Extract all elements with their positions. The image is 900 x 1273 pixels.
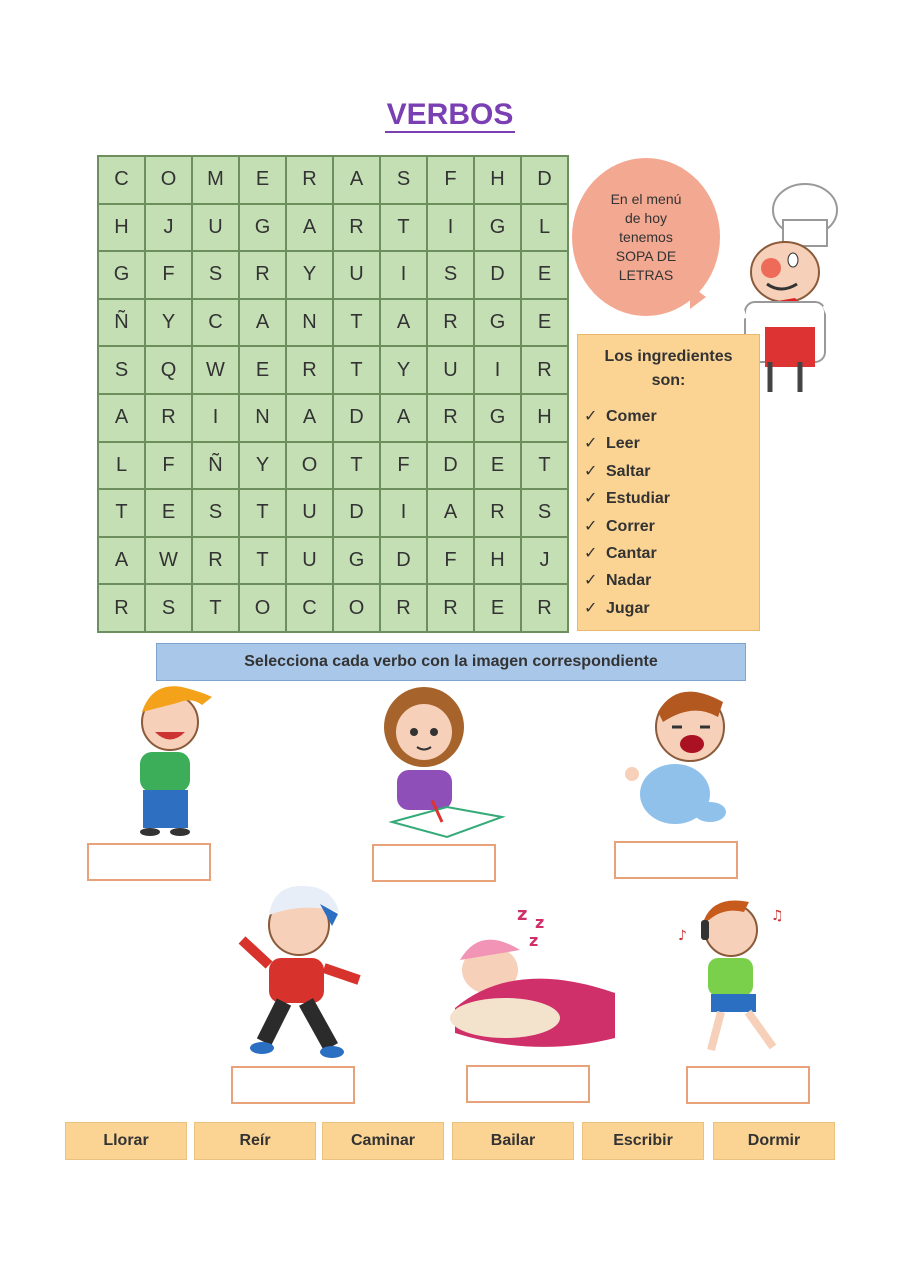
checkmark-icon: ✓ (584, 408, 598, 425)
grid-cell[interactable]: Y (286, 251, 333, 299)
grid-cell[interactable]: D (333, 394, 380, 442)
grid-cell[interactable]: D (333, 489, 380, 537)
grid-cell[interactable]: R (145, 394, 192, 442)
ingredient-label: Saltar (606, 462, 651, 480)
ingredients-list (584, 403, 759, 622)
answer-box[interactable] (372, 844, 496, 882)
grid-cell[interactable]: A (427, 489, 474, 537)
answer-box[interactable] (686, 1066, 810, 1104)
grid-cell[interactable]: F (380, 442, 427, 490)
grid-cell[interactable]: H (474, 156, 521, 204)
word-reir[interactable]: Reír (194, 1122, 316, 1160)
grid-cell[interactable]: N (286, 299, 333, 347)
ingredient-label: Comer (606, 408, 657, 425)
grid-cell[interactable]: G (474, 299, 521, 347)
grid-cell[interactable]: U (286, 537, 333, 585)
grid-cell[interactable]: E (474, 584, 521, 632)
grid-cell[interactable]: T (239, 537, 286, 585)
grid-cell[interactable]: A (333, 156, 380, 204)
grid-cell[interactable]: T (521, 442, 568, 490)
grid-cell[interactable]: Y (145, 299, 192, 347)
ingredient-label: Cantar (606, 545, 657, 563)
ingredient-item (584, 513, 759, 540)
grid-cell[interactable]: G (474, 204, 521, 252)
grid-cell[interactable]: E (145, 489, 192, 537)
writing-girl-illustration (372, 682, 507, 842)
ingredient-item (584, 403, 759, 430)
grid-cell[interactable]: H (98, 204, 145, 252)
grid-cell[interactable]: E (521, 251, 568, 299)
answer-box[interactable] (231, 1066, 355, 1104)
answer-box[interactable] (614, 841, 738, 879)
grid-cell[interactable]: S (192, 489, 239, 537)
ingredients-box (577, 334, 760, 631)
crying-baby-illustration (620, 682, 740, 832)
grid-cell[interactable]: E (239, 156, 286, 204)
grid-cell[interactable]: R (380, 584, 427, 632)
checkmark-icon: ✓ (584, 462, 598, 480)
svg-text:z: z (529, 931, 539, 950)
ingredient-item (584, 430, 759, 457)
grid-cell[interactable]: S (380, 156, 427, 204)
grid-cell[interactable]: R (427, 584, 474, 632)
grid-cell[interactable]: A (98, 537, 145, 585)
ingredients-title-line: son: (651, 372, 686, 389)
svg-text:♫: ♫ (771, 908, 784, 924)
instruction-banner: Selecciona cada verbo con la imagen correspondiente (156, 643, 746, 681)
grid-cell[interactable]: R (427, 299, 474, 347)
grid-cell[interactable]: R (286, 346, 333, 394)
sleeping-girl-illustration (445, 898, 625, 1058)
grid-cell[interactable]: W (192, 346, 239, 394)
grid-cell[interactable]: D (427, 442, 474, 490)
svg-text:z: z (535, 913, 545, 932)
grid-cell[interactable]: O (239, 584, 286, 632)
grid-cell[interactable]: S (192, 251, 239, 299)
grid-cell[interactable]: O (333, 584, 380, 632)
ingredient-label: Jugar (606, 599, 650, 617)
grid-cell[interactable]: A (380, 299, 427, 347)
answer-box[interactable] (466, 1065, 590, 1103)
grid-cell[interactable]: I (474, 346, 521, 394)
grid-cell[interactable]: A (286, 394, 333, 442)
grid-cell[interactable]: C (286, 584, 333, 632)
grid-cell[interactable]: H (474, 537, 521, 585)
grid-cell[interactable]: T (192, 584, 239, 632)
laughing-boy-illustration (110, 682, 225, 837)
svg-text:z: z (517, 904, 528, 925)
grid-cell[interactable]: T (98, 489, 145, 537)
grid-cell[interactable]: U (333, 251, 380, 299)
bubble-line: En el menú (610, 190, 682, 207)
grid-cell[interactable]: G (474, 394, 521, 442)
ingredient-item (584, 567, 759, 594)
grid-cell[interactable]: S (98, 346, 145, 394)
grid-cell[interactable]: T (333, 442, 380, 490)
grid-cell[interactable]: R (521, 584, 568, 632)
grid-cell[interactable]: W (145, 537, 192, 585)
grid-cell[interactable]: G (239, 204, 286, 252)
grid-cell[interactable]: N (239, 394, 286, 442)
grid-cell[interactable]: J (521, 537, 568, 585)
grid-cell[interactable]: F (427, 537, 474, 585)
grid-cell[interactable]: S (427, 251, 474, 299)
grid-cell[interactable]: Y (239, 442, 286, 490)
word-llorar[interactable]: Llorar (65, 1122, 187, 1160)
grid-cell[interactable]: T (380, 204, 427, 252)
ingredient-item (584, 485, 759, 512)
grid-cell[interactable]: O (145, 156, 192, 204)
grid-cell[interactable]: Ñ (192, 442, 239, 490)
svg-text:♪: ♪ (678, 928, 687, 944)
grid-cell[interactable]: I (380, 251, 427, 299)
ingredient-label: Estudiar (606, 490, 671, 508)
checkmark-icon: ✓ (584, 517, 598, 535)
checkmark-icon: ✓ (584, 490, 598, 508)
grid-cell[interactable]: E (239, 346, 286, 394)
grid-cell[interactable]: R (427, 394, 474, 442)
grid-cell[interactable]: U (286, 489, 333, 537)
ingredient-label: Correr (606, 517, 655, 535)
ingredient-item (584, 595, 759, 622)
grid-cell[interactable]: F (145, 251, 192, 299)
grid-cell[interactable]: H (521, 394, 568, 442)
grid-cell[interactable]: O (286, 442, 333, 490)
bubble-line: tenemos (619, 228, 673, 245)
grid-cell[interactable]: R (474, 489, 521, 537)
speech-bubble-tail (690, 285, 706, 309)
grid-cell[interactable]: F (427, 156, 474, 204)
grid-cell[interactable]: R (239, 251, 286, 299)
grid-cell[interactable]: D (521, 156, 568, 204)
grid-cell[interactable]: T (333, 346, 380, 394)
checkmark-icon: ✓ (584, 435, 598, 453)
grid-cell[interactable]: S (521, 489, 568, 537)
grid-cell[interactable]: R (192, 537, 239, 585)
grid-cell[interactable]: R (521, 346, 568, 394)
grid-cell[interactable]: L (98, 442, 145, 490)
word-search-grid (97, 155, 569, 633)
grid-cell[interactable]: Y (380, 346, 427, 394)
grid-cell[interactable]: U (427, 346, 474, 394)
bubble-line: de hoy (624, 209, 668, 226)
grid-cell[interactable]: S (145, 584, 192, 632)
page-title: VERBOS (386, 98, 514, 131)
grid-cell[interactable]: D (380, 537, 427, 585)
grid-cell[interactable]: A (239, 299, 286, 347)
ingredient-label: Nadar (606, 572, 652, 590)
grid-cell[interactable]: E (474, 442, 521, 490)
grid-cell[interactable]: F (145, 442, 192, 490)
ingredient-label: Leer (606, 435, 640, 453)
checkmark-icon: ✓ (584, 599, 598, 617)
word-escribir[interactable]: Escribir (582, 1122, 704, 1160)
grid-cell[interactable]: I (380, 489, 427, 537)
word-bailar[interactable]: Bailar (452, 1122, 574, 1160)
checkmark-icon: ✓ (584, 572, 598, 590)
grid-cell[interactable]: J (145, 204, 192, 252)
grid-cell[interactable]: C (98, 156, 145, 204)
grid-cell[interactable]: Q (145, 346, 192, 394)
ingredient-item (584, 540, 759, 567)
ingredients-title-line: Los ingredientes (604, 348, 733, 365)
bubble-line: LETRAS (618, 266, 674, 283)
grid-cell[interactable]: T (333, 299, 380, 347)
grid-cell[interactable]: M (192, 156, 239, 204)
grid-cell[interactable]: I (427, 204, 474, 252)
grid-cell[interactable]: G (98, 251, 145, 299)
walking-boy-illustration (234, 880, 369, 1065)
grid-cell[interactable]: R (98, 584, 145, 632)
checkmark-icon: ✓ (584, 545, 598, 563)
word-dormir[interactable]: Dormir (713, 1122, 835, 1160)
grid-cell[interactable]: U (192, 204, 239, 252)
grid-cell[interactable]: T (239, 489, 286, 537)
ingredients-title (578, 345, 759, 393)
grid-cell[interactable]: R (333, 204, 380, 252)
grid-cell[interactable]: A (380, 394, 427, 442)
grid-cell[interactable]: R (286, 156, 333, 204)
grid-cell[interactable]: C (192, 299, 239, 347)
grid-cell[interactable]: A (286, 204, 333, 252)
grid-cell[interactable]: Ñ (98, 299, 145, 347)
grid-cell[interactable]: D (474, 251, 521, 299)
bubble-line: SOPA DE (615, 247, 677, 264)
grid-cell[interactable]: L (521, 204, 568, 252)
grid-cell[interactable]: A (98, 394, 145, 442)
grid-cell[interactable]: E (521, 299, 568, 347)
speech-bubble-text (591, 190, 701, 285)
dancing-boy-illustration (676, 890, 796, 1065)
answer-box[interactable] (87, 843, 211, 881)
word-caminar[interactable]: Caminar (322, 1122, 444, 1160)
ingredient-item (584, 458, 759, 485)
grid-cell[interactable]: G (333, 537, 380, 585)
grid-cell[interactable]: I (192, 394, 239, 442)
